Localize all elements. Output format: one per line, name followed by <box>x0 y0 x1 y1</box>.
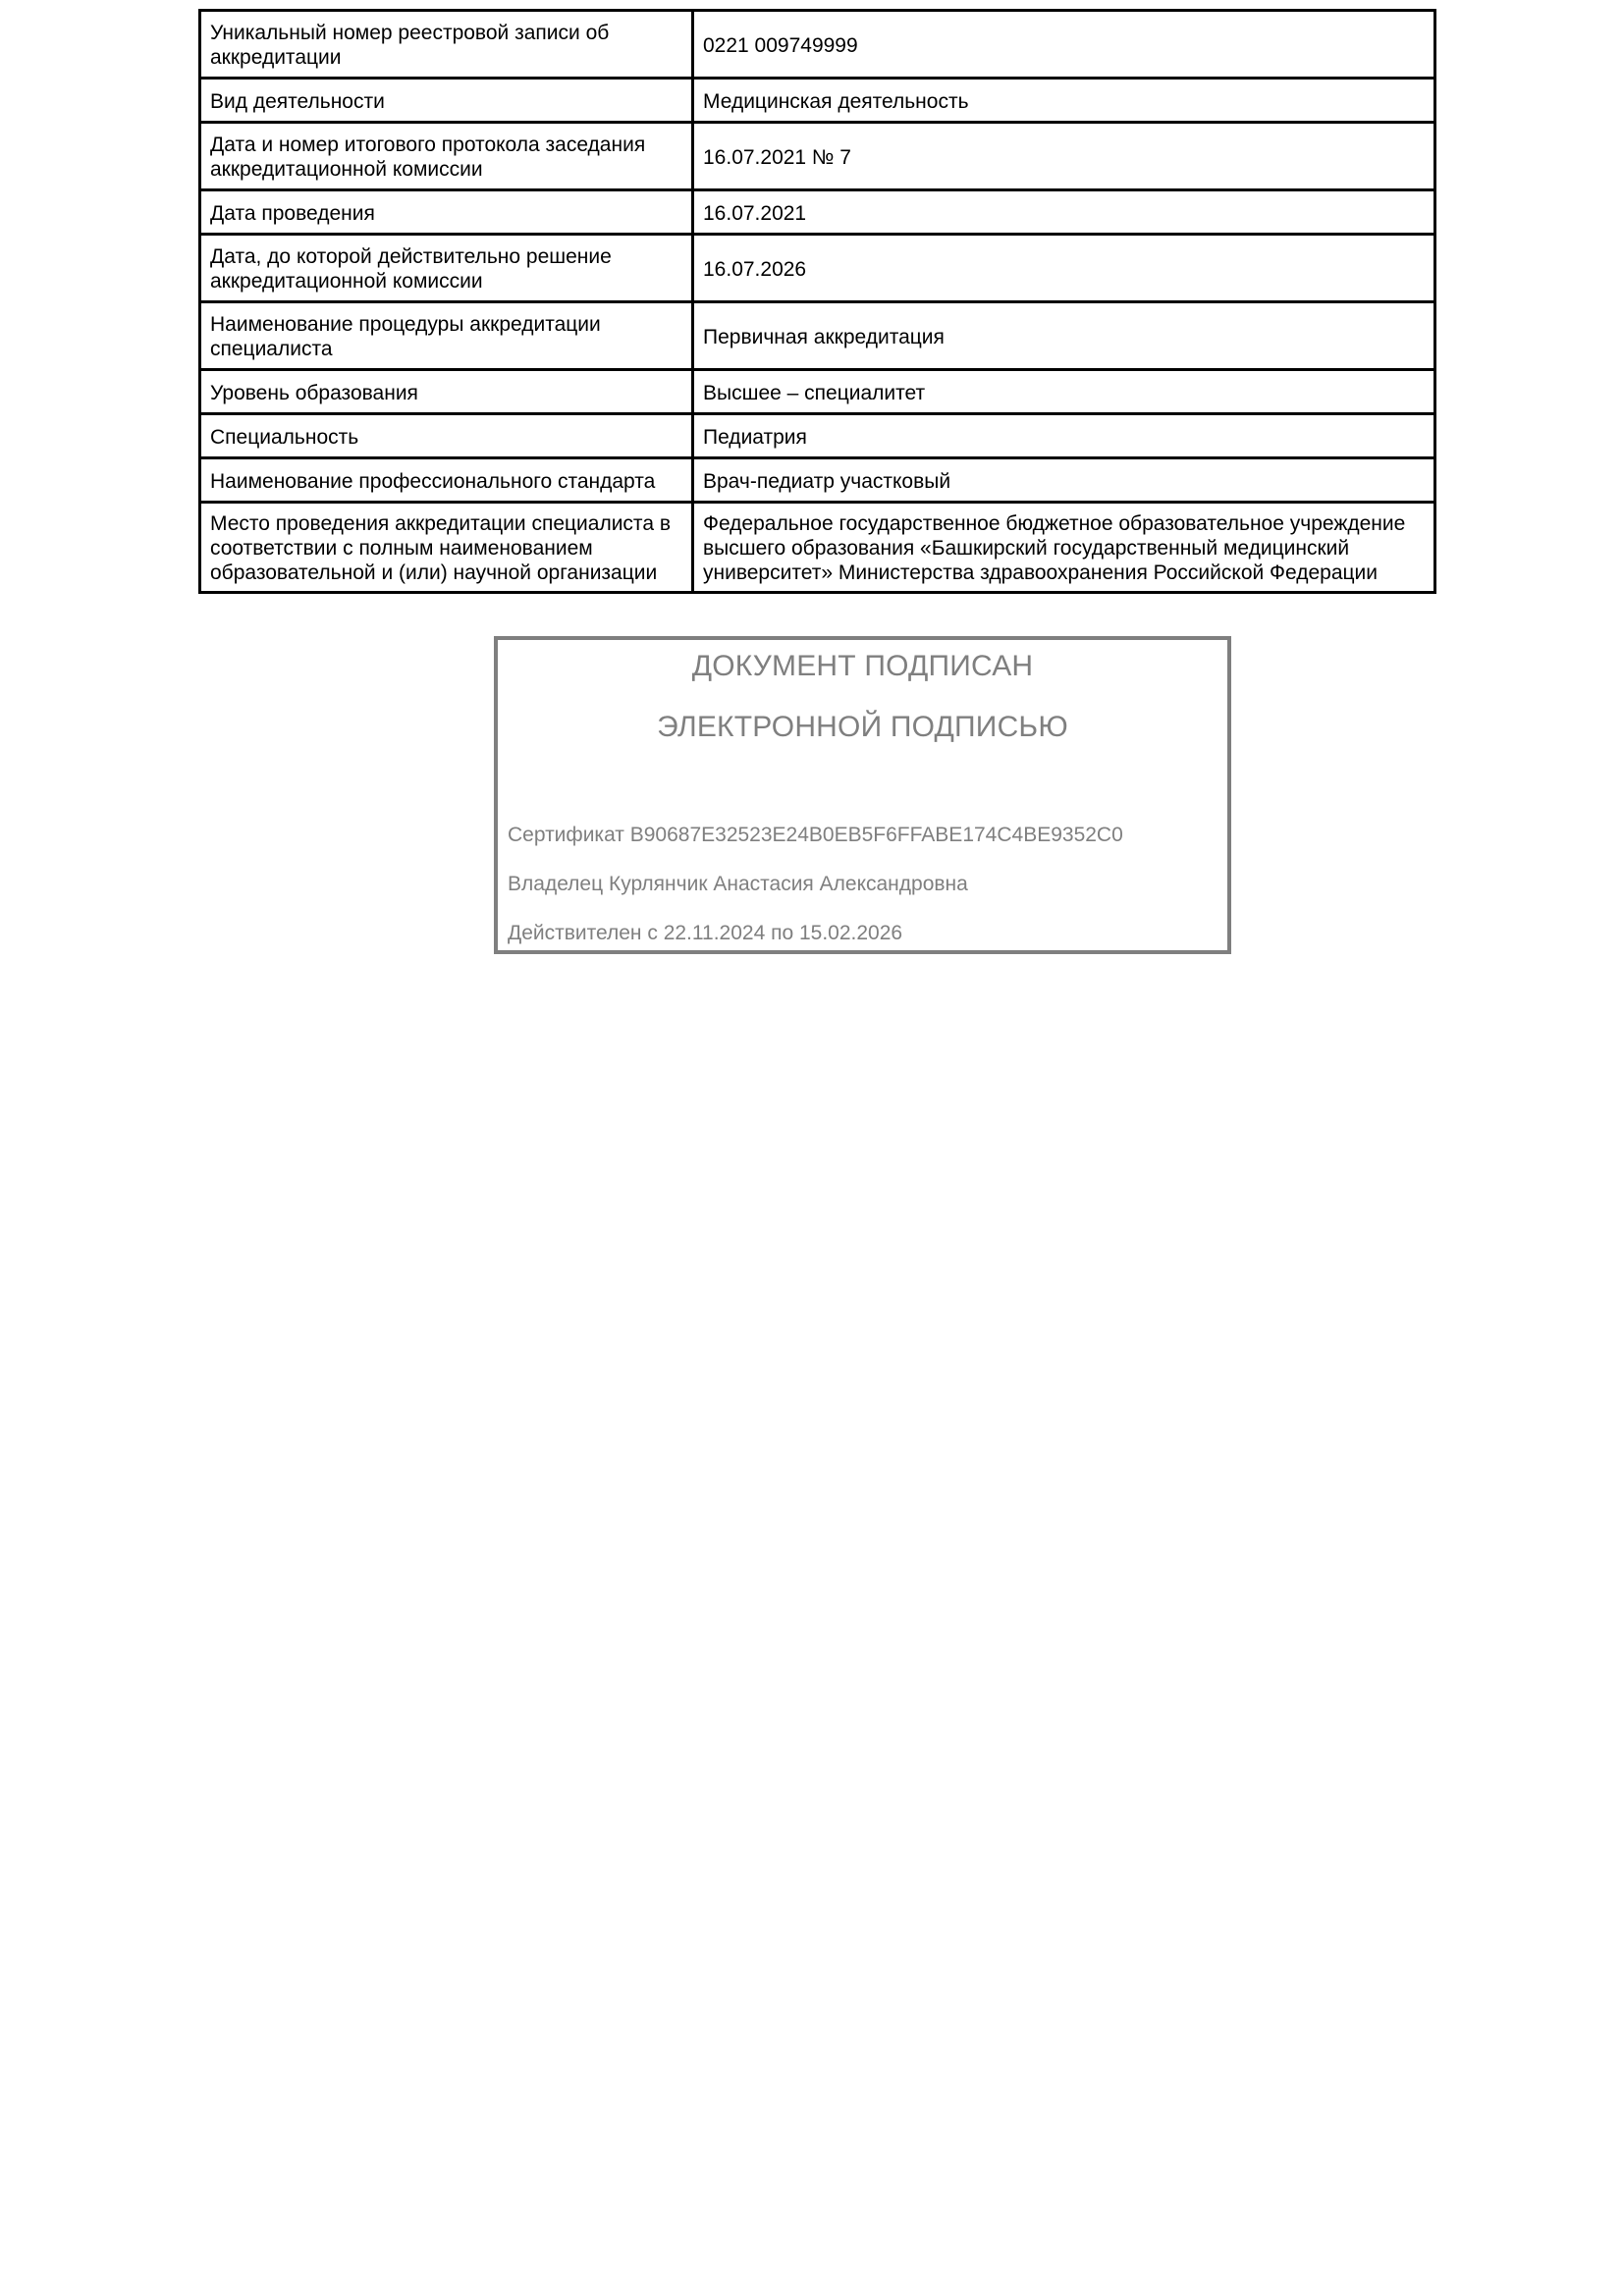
row-label: Уникальный номер реестровой записи об аккредитации <box>200 11 693 79</box>
table-row <box>200 370 1435 414</box>
stamp-heading-line1: ДОКУМЕНТ ПОДПИСАН <box>691 650 1034 682</box>
row-value: 16.07.2021 № 7 <box>693 123 1435 190</box>
row-value: Медицинская деятельность <box>693 79 1435 123</box>
row-label: Место проведения аккредитации специалиста в соответствии с полным наименованием образовательной и (или) научной организации <box>200 503 693 593</box>
row-value: 16.07.2026 <box>693 235 1435 302</box>
row-label: Вид деятельности <box>200 79 693 123</box>
table-row <box>200 79 1435 123</box>
row-value: 16.07.2021 <box>693 190 1435 235</box>
row-label: Уровень образования <box>200 370 693 414</box>
row-label: Специальность <box>200 414 693 458</box>
row-value: 0221 009749999 <box>693 11 1435 79</box>
row-value: Первичная аккредитация <box>693 302 1435 370</box>
row-label: Наименование процедуры аккредитации специалиста <box>200 302 693 370</box>
row-label: Наименование профессионального стандарта <box>200 458 693 503</box>
stamp-heading-line2: ЭЛЕКТРОННОЙ ПОДПИСЬЮ <box>657 711 1068 743</box>
row-label: Дата, до которой действительно решение аккредитационной комиссии <box>200 235 693 302</box>
certificate-validity: Действителен с 22.11.2024 по 15.02.2026 <box>508 922 903 944</box>
table-row <box>200 190 1435 235</box>
row-value: Педиатрия <box>693 414 1435 458</box>
table-row <box>200 302 1435 370</box>
table-row <box>200 503 1435 593</box>
row-label: Дата и номер итогового протокола заседания аккредитационной комиссии <box>200 123 693 190</box>
row-label: Дата проведения <box>200 190 693 235</box>
table-row <box>200 458 1435 503</box>
electronic-signature-stamp <box>494 636 1231 954</box>
certificate-number: Сертификат B90687E32523E24B0EB5F6FFABE174C4BE9352C0 <box>508 824 1123 846</box>
row-value: Врач-педиатр участковый <box>693 458 1435 503</box>
accreditation-record-table <box>198 9 1436 594</box>
table-row <box>200 235 1435 302</box>
table-row <box>200 123 1435 190</box>
certificate-owner: Владелец Курлянчик Анастасия Александровна <box>508 873 968 895</box>
row-value: Высшее – специалитет <box>693 370 1435 414</box>
row-value: Федеральное государственное бюджетное образовательное учреждение высшего образования «Башкирский государственный медицинский университет» Министерства здравоохранения Российской Федерации <box>693 503 1435 593</box>
table-row <box>200 11 1435 79</box>
table-row <box>200 414 1435 458</box>
